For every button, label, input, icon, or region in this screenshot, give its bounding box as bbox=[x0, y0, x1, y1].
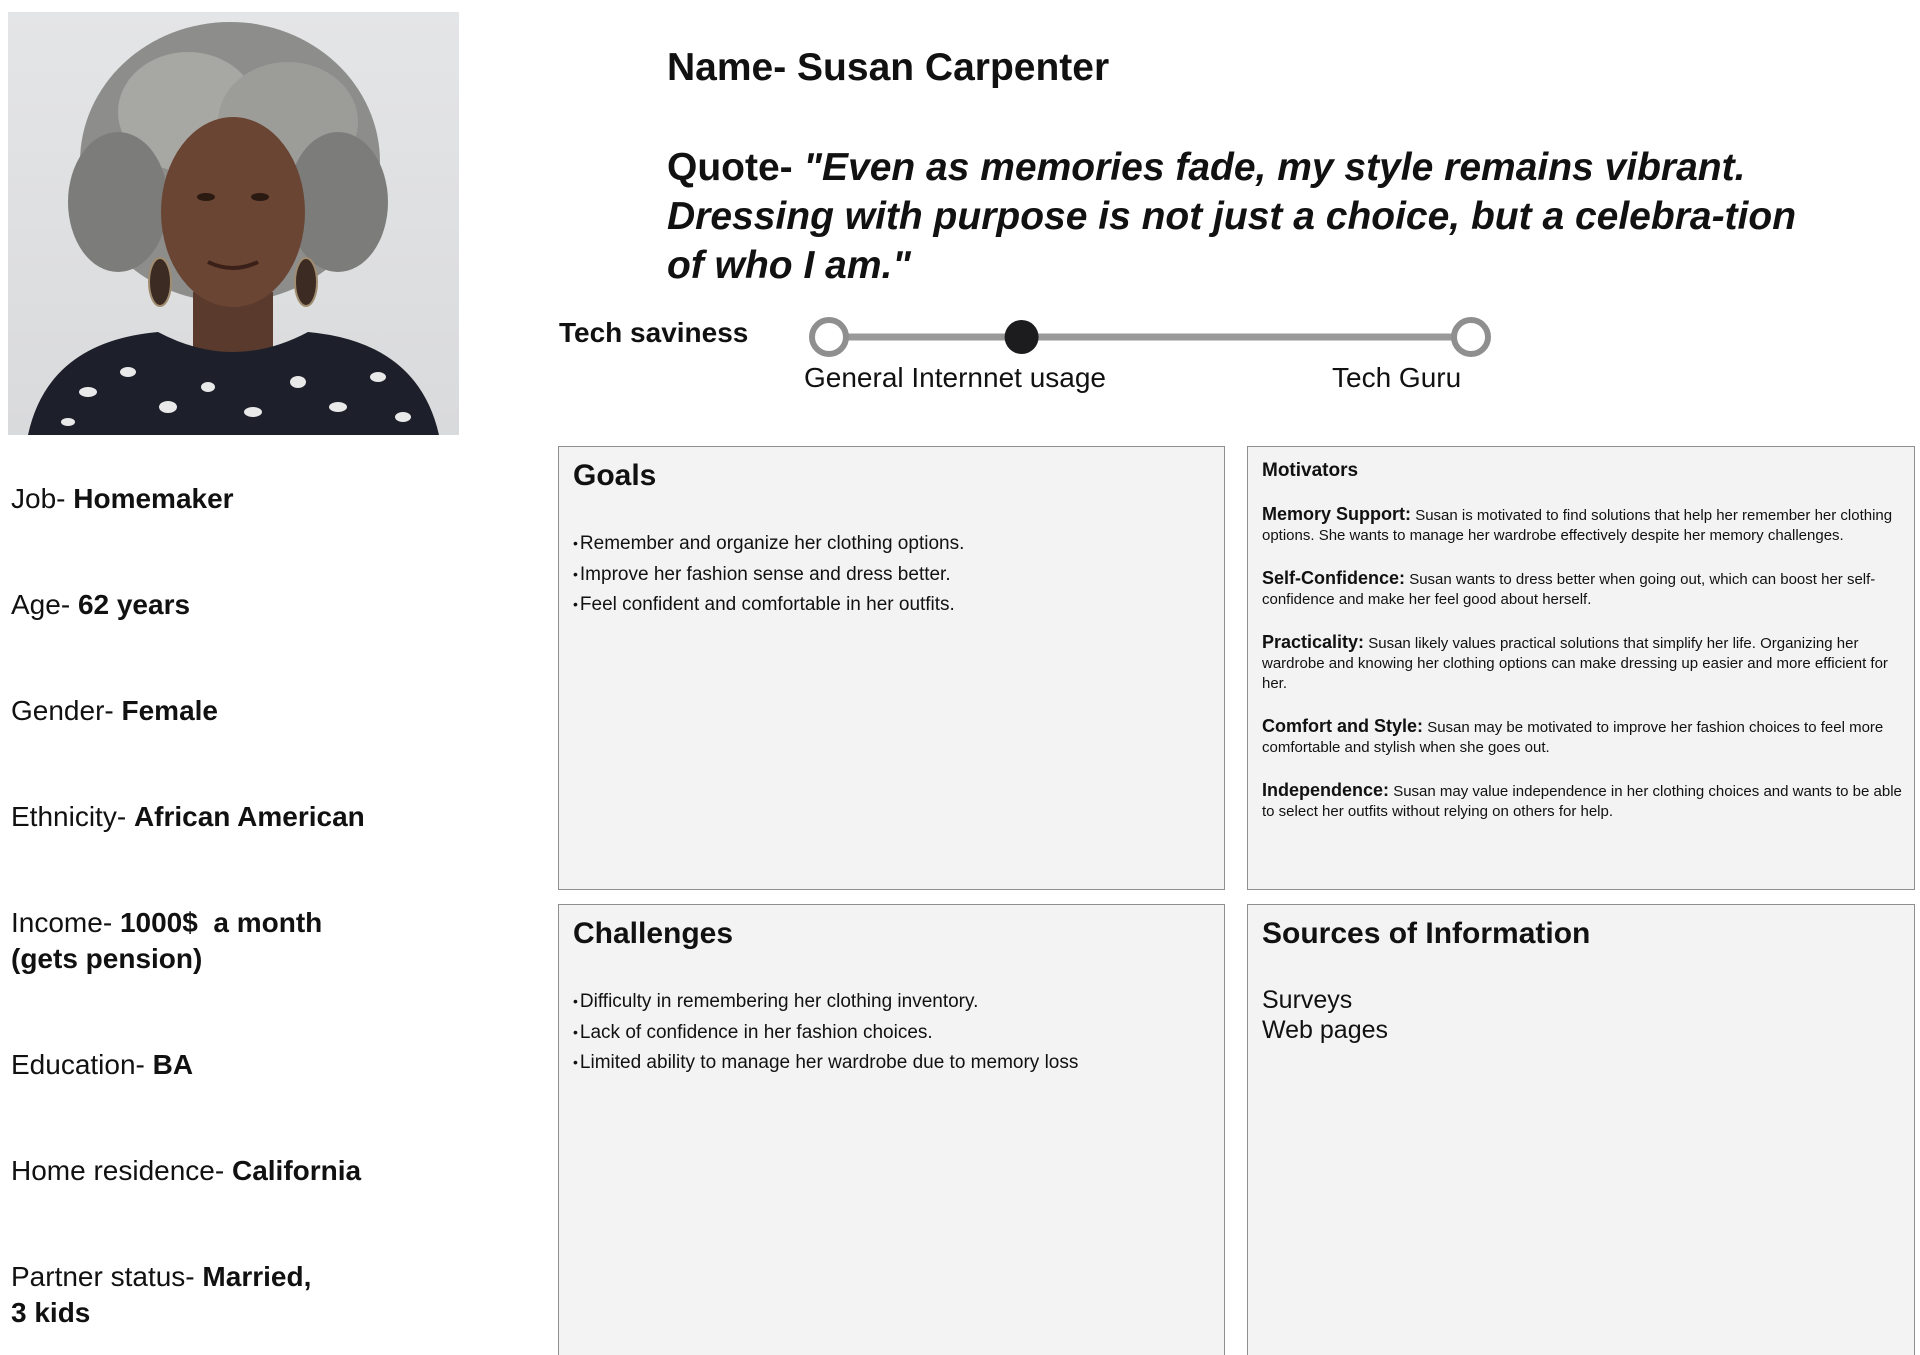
goals-title: Goals bbox=[573, 459, 657, 492]
motivators-list bbox=[1262, 504, 1902, 844]
attr-value: BA bbox=[152, 1049, 194, 1080]
attr-value: 62 years bbox=[77, 589, 191, 620]
motivator-item bbox=[1262, 504, 1902, 546]
goals-list bbox=[573, 529, 964, 621]
attr-value: 1000$ a month bbox=[119, 907, 323, 938]
motivator-text: Susan may value independence in her clothing choices and wants to be able to select her outfits without relying on others for help. bbox=[1262, 783, 1902, 820]
list-item: • Remember and organize her clothing options. bbox=[573, 529, 964, 560]
attr-home-residence bbox=[11, 1153, 531, 1189]
scale-end-marker bbox=[1454, 320, 1488, 354]
attr-age bbox=[11, 587, 531, 623]
list-item: • Improve her fashion sense and dress better. bbox=[573, 560, 964, 591]
motivator-text: Susan likely values practical solutions that simplify her life. Organizing her wardrobe and knowing her clothing options can make dressing up easier and more efficient for her. bbox=[1262, 635, 1888, 692]
persona-photo bbox=[8, 12, 459, 435]
challenges-panel bbox=[558, 904, 1225, 1355]
attr-value: Married, bbox=[202, 1261, 312, 1292]
list-item: • Feel confident and comfortable in her outfits. bbox=[573, 590, 964, 621]
motivator-heading: Memory Support: bbox=[1262, 504, 1412, 524]
attr-value: Homemaker bbox=[73, 483, 234, 514]
scale-start-marker bbox=[812, 320, 846, 354]
motivator-heading: Independence: bbox=[1262, 780, 1390, 800]
list-item: • Limited ability to manage her wardrobe due to memory loss bbox=[573, 1048, 1078, 1079]
challenges-title: Challenges bbox=[573, 917, 734, 950]
tech-saviness-label: Tech saviness bbox=[559, 317, 749, 348]
scale-level-indicator bbox=[1005, 320, 1039, 354]
attr-key: Gender- bbox=[11, 695, 114, 726]
persona-name: Name- Susan Carpenter bbox=[667, 46, 1110, 89]
attr-key: Education- bbox=[11, 1049, 145, 1080]
motivator-heading: Comfort and Style: bbox=[1262, 716, 1424, 736]
attr-key: Income- bbox=[11, 907, 113, 938]
motivator-heading: Self-Confidence: bbox=[1262, 568, 1406, 588]
motivators-title: Motivators bbox=[1262, 460, 1359, 481]
motivator-text: Susan is motivated to find solutions that help her remember her clothing options. She wants to manage her wardrobe effectively despite her memory challenges. bbox=[1262, 507, 1893, 544]
quote-label: Quote- bbox=[667, 146, 793, 189]
list-item: Web pages bbox=[1262, 1016, 1389, 1044]
attr-key: Partner status- bbox=[11, 1261, 195, 1292]
motivator-item bbox=[1262, 780, 1902, 822]
motivator-item bbox=[1262, 716, 1902, 758]
list-item: Surveys bbox=[1262, 986, 1353, 1014]
attr-income bbox=[11, 905, 531, 977]
goals-panel bbox=[558, 446, 1225, 890]
attr-key: Home residence- bbox=[11, 1155, 225, 1186]
motivator-text: Susan may be motivated to improve her fashion choices to feel more comfortable and stylish when she goes out. bbox=[1262, 719, 1884, 756]
tech-low-label: General Internnet usage bbox=[804, 362, 1106, 393]
quote-text: "Even as memories fade, my style remains vibrant. Dressing with purpose is not just a choice, but a celebra-tion of who I am." bbox=[667, 146, 1797, 287]
attr-value: African American bbox=[133, 801, 365, 832]
portrait-icon bbox=[8, 12, 459, 435]
persona-quote bbox=[667, 143, 1817, 290]
attr-value: California bbox=[231, 1155, 362, 1186]
attr-ethnicity bbox=[11, 799, 531, 835]
challenges-list bbox=[573, 987, 1078, 1079]
motivator-item bbox=[1262, 568, 1902, 610]
attr-value: Female bbox=[121, 695, 218, 726]
attr-key: Age- bbox=[11, 589, 71, 620]
attr-value-cont: 3 kids bbox=[11, 1297, 91, 1328]
sources-title: Sources of Information bbox=[1262, 917, 1591, 950]
attr-job bbox=[11, 481, 531, 517]
motivator-text: Susan wants to dress better when going out, which can boost her self-confidence and make her feel good about herself. bbox=[1262, 571, 1876, 608]
list-item: • Difficulty in remembering her clothing inventory. bbox=[573, 987, 1078, 1018]
motivator-heading: Practicality: bbox=[1262, 632, 1365, 652]
list-item: • Lack of confidence in her fashion choices. bbox=[573, 1018, 1078, 1049]
attr-gender bbox=[11, 693, 531, 729]
attr-key: Job- bbox=[11, 483, 66, 514]
motivator-item bbox=[1262, 632, 1902, 694]
attr-partner-status bbox=[11, 1259, 531, 1331]
tech-high-label: Tech Guru bbox=[1332, 362, 1462, 393]
attr-education bbox=[11, 1047, 531, 1083]
tech-saviness-scale bbox=[805, 312, 1495, 362]
motivators-panel bbox=[1247, 446, 1915, 890]
attr-key: Ethnicity- bbox=[11, 801, 127, 832]
sources-panel bbox=[1247, 904, 1915, 1355]
attr-value-cont: (gets pension) bbox=[11, 943, 203, 974]
sources-list bbox=[1262, 985, 1388, 1045]
